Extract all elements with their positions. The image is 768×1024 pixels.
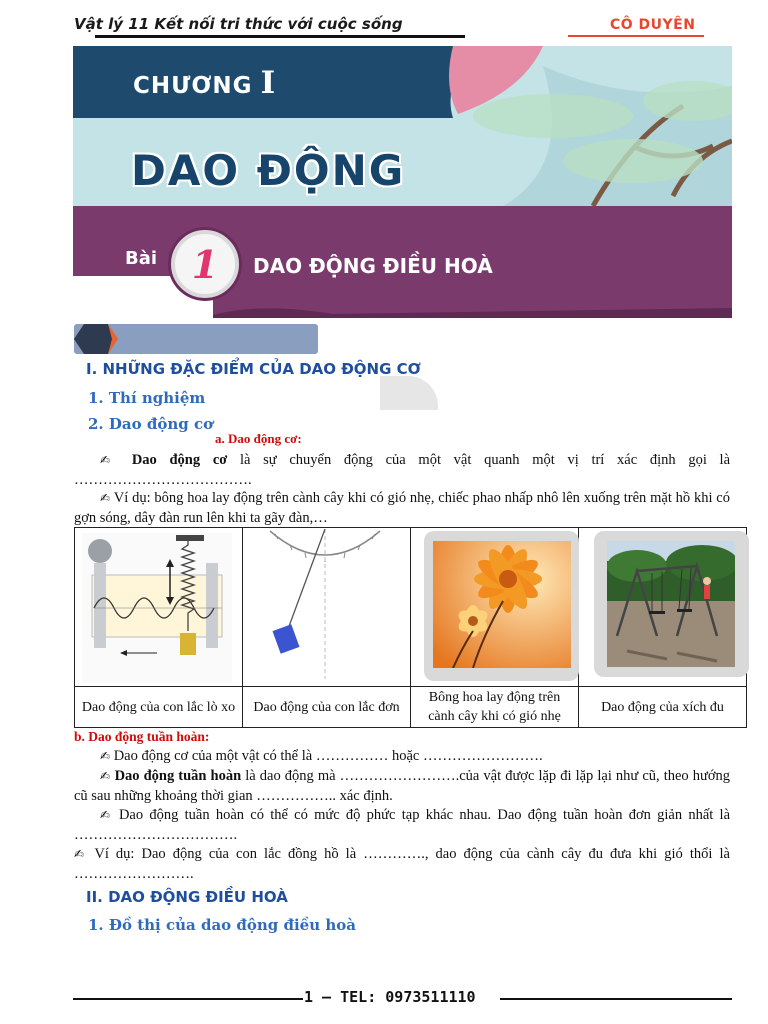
hexagon-icon (74, 324, 114, 354)
subheading-graph: 1. Đồ thị của dao động điều hoà (88, 916, 356, 934)
lesson-prefix: Bài (125, 248, 158, 269)
caption-spring-pendulum: Dao động của con lắc lò xo (75, 687, 243, 728)
chapter-number: I (260, 65, 277, 101)
definition-term: Dao động cơ (131, 452, 228, 468)
book-title: Vật lý 11 Kết nối tri thức với cuộc sống (74, 15, 403, 33)
lesson-title: DAO ĐỘNG ĐIỀU HOÀ (253, 254, 493, 278)
spring-pendulum-diagram (82, 533, 232, 683)
lesson-number: 1 (191, 242, 219, 287)
periodic-example: ✍ Ví dụ: Dao động của con lắc đồng hồ là …………., dao động của cành cây đu đưa khi gió thổi là ……………………. (74, 846, 730, 882)
pointing-hand-icon: ✍ (100, 491, 111, 505)
pointing-hand-icon: ✍ (100, 808, 113, 822)
author-name: CÔ DUYÊN (610, 17, 696, 33)
swing-image (579, 528, 747, 687)
pointing-hand-icon: ✍ (100, 453, 120, 467)
spring-pendulum-image (75, 528, 243, 687)
footer-line-right (500, 998, 732, 1000)
caption-swing: Dao động của xích đu (579, 687, 747, 728)
watermark-shape (380, 376, 438, 410)
periodic-line-1: ✍ Dao động cơ của một vật có thể là …………… hoặc ……………………. (100, 748, 543, 764)
lesson-number-badge (171, 230, 239, 298)
simple-pendulum-image (243, 528, 411, 687)
chapter-label: CHƯƠNG I (133, 65, 277, 101)
footer-line-left (73, 998, 303, 1000)
periodic-line-3: ✍ Dao động tuần hoàn có thể có mức độ phức tạp khác nhau. Dao động tuần hoàn đơn giản nhất là ……………………………. (74, 807, 731, 843)
simple-pendulum-diagram (250, 529, 400, 679)
chapter-banner (73, 46, 732, 318)
section-heading-2: II. DAO ĐỘNG ĐIỀU HOÀ (86, 888, 288, 906)
pointing-hand-icon: ✍ (74, 847, 88, 861)
periodic-term: Dao động tuần hoàn (114, 768, 242, 784)
pointing-hand-icon: ✍ (100, 749, 111, 763)
header-underline (95, 35, 465, 38)
subheading-mechanical-oscillation: 2. Dao động cơ (88, 415, 214, 433)
caption-simple-pendulum: Dao động của con lắc đơn (243, 687, 411, 728)
section-tag (74, 324, 318, 354)
caption-flower: Bông hoa lay động trên cành cây khi có gió nhẹ (411, 687, 579, 728)
page-footer: 1 – TEL: 0973511110 (304, 988, 476, 1006)
definition-paragraph (74, 450, 730, 490)
periodic-definition: ✍ Dao động tuần hoàn là dao động mà …………………….của vật được lặp đi lặp lại như cũ, theo hướng cũ sau những khoảng thời gian …………….. xác định. (74, 768, 731, 804)
flower-image (411, 528, 579, 687)
author-underline (568, 35, 704, 37)
part-a-heading: a. Dao động cơ: (215, 431, 302, 446)
example-image-table (74, 527, 747, 728)
flower-photo (433, 541, 571, 668)
section-heading-1: I. NHỮNG ĐẶC ĐIỂM CỦA DAO ĐỘNG CƠ (86, 360, 421, 378)
pointing-hand-icon: ✍ (100, 769, 111, 783)
chapter-title: DAO ĐỘNG (131, 146, 406, 195)
definition-text: là sự chuyển động của một vật quanh một vị trí xác định gọi là ………………………………. (74, 452, 731, 488)
subheading-experiment: 1. Thí nghiệm (88, 389, 206, 407)
swing-photo (607, 541, 735, 667)
part-b-heading: b. Dao động tuần hoàn: (74, 729, 210, 744)
example-paragraph: ✍ Ví dụ: bông hoa lay động trên cành cây khi có gió nhẹ, chiếc phao nhấp nhô lên xuống trên mặt hồ khi có gợn sóng, dây đàn run lên khi ta gãy đàn,… (74, 490, 730, 526)
